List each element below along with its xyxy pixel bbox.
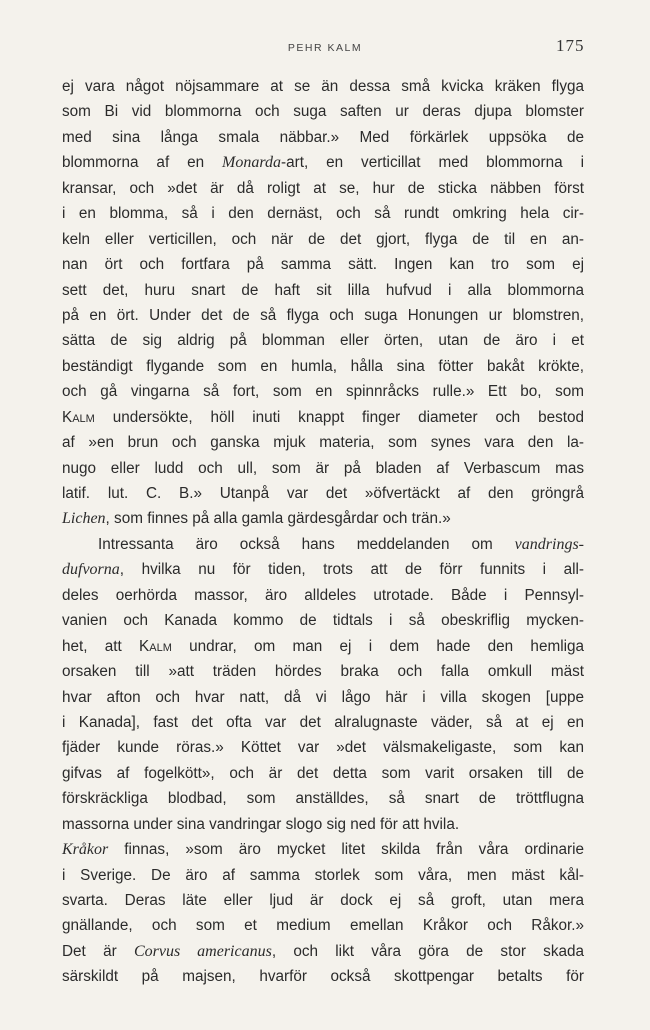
text-line [62,710,584,735]
text-segment: undrar, om man ej i dem hade den hemliga [171,637,585,655]
text-line [62,150,584,175]
text-segment: gifvas af fogelkött», och är det detta som varit orsaken till de [62,764,584,782]
text-segment: beständigt flygande som en humla, hålla sina fötter bakåt krökte, [62,357,584,375]
text-line [62,252,584,277]
text-segment: undersökte, höll inuti knappt finger diameter och bestod [94,408,584,426]
text-line [62,786,584,811]
text-line [62,176,584,201]
text-segment: i Kanada], fast det ofta var det alralugnaste väder, så at ej en [62,713,584,731]
small-caps-name: Kalm [139,637,172,655]
text-segment: Intressanta äro också hans meddelanden om [98,535,515,553]
text-line [62,888,584,913]
text-line [62,278,584,303]
text-segment: Det är [62,942,134,960]
text-line [62,735,584,760]
text-segment: kransar, och »det är då roligt at se, hur de sticka näbben först [62,179,584,197]
text-line [62,761,584,786]
text-segment: sett det, huru snart de haft sit lilla hufvud i alla blommorna [62,281,584,299]
text-segment: finnas, »som äro mycket litet skilda från våra ordinarie [108,841,584,859]
text-segment: ej vara något nöjsammare at se än dessa små kvicka kräken flyga [62,78,584,95]
text-line [62,354,584,379]
text-line [62,405,584,430]
text-line [62,506,584,531]
text-line [62,201,584,226]
text-segment: latif. lut. C. B.» Utanpå var det »öfvertäckt af den gröngrå [62,485,584,502]
text-segment: särskildt på majsen, hvarför också skottpengar betalts för [62,968,584,986]
text-segment: nugo eller ludd och ull, som är på bladen af Verbascum mas [62,459,584,477]
text-segment: massorna under sina vandringar slogo sig ned för att hvila. [62,815,460,833]
italic-term: vandrings- [514,535,584,553]
text-line [62,303,584,328]
text-line [62,634,584,659]
text-segment: och gå vingarna så fort, som en spinnråcks rulle.» Ett bo, som [62,383,584,401]
text-segment: , och likt våra göra de stor skada [271,942,584,960]
text-segment: gnällande, och som et medium emellan Kråkor och Råkor.» [62,917,584,935]
text-line [62,837,584,862]
text-segment: , som finnes på alla gamla gärdesgårdar och trän.» [105,510,451,528]
text-line [62,939,584,964]
text-line [62,685,584,710]
text-segment: i en blomma, så i den dernäst, och så rundt omkring hela cir- [62,205,584,223]
text-line [62,125,584,150]
text-line [62,863,584,888]
text-segment: som Bi vid blommorna och suga saften ur deras djupa blomster [62,103,584,121]
italic-term: Kråkor [62,841,109,859]
text-line [62,379,584,404]
text-segment: , hvilka nu för tiden, trots att de förr funnits i all- [119,561,584,579]
text-line [62,99,584,124]
text-segment: af »en brun och ganska mjuk materia, som synes vara den la- [62,434,584,452]
text-line [62,430,584,455]
text-line [62,583,584,608]
text-segment: fjäder kunde röras.» Köttet var »det välsmakeligaste, som kan [62,739,584,757]
text-line [62,481,584,506]
text-segment: nan ört och fortfara på samma sätt. Ingen kan tro som ej [62,256,584,274]
text-segment: i Sverige. De äro af samma storlek som våra, men mäst kål- [62,866,584,884]
text-line [62,227,584,252]
text-segment: keln eller verticillen, och när de det gjort, flyga de til en an- [62,230,584,248]
italic-term: Monarda [222,154,282,172]
text-segment: på en ört. Under det de så flyga och suga Honungen ur blomstren, [62,306,584,324]
text-line [62,557,584,582]
text-line [62,608,584,633]
italic-term: Lichen [62,510,106,528]
text-line [62,328,584,353]
text-segment: -art, en verticillat med blommorna i [281,154,584,172]
text-segment: blommorna af en [62,154,223,172]
text-segment: hvar afton och hvar natt, då vi lågo här i villa skogen [uppe [62,688,584,706]
text-line [62,74,584,99]
small-caps-name: Kalm [62,408,95,426]
text-segment: orsaken till »att träden hördes braka och falla omkull mäst [62,663,584,681]
text-segment: het, att [62,637,140,655]
italic-term: Corvus americanus [133,942,272,960]
text-segment: sätta de sig aldrig på blomman eller örten, utan de äro i et [62,332,584,350]
text-segment: deles oerhörda massor, äro alldeles utrotade. Både i Pennsyl- [62,586,584,604]
text-line [62,659,584,684]
text-segment: förskräckliga blodbad, som anställdes, så snart de tröttflugna [62,790,584,808]
page-number: 175 [556,36,585,55]
text-line [62,812,584,837]
body-text [62,74,584,990]
text-segment: vanien och Kanada kommo de tidtals i så obeskriflig mycken- [62,612,584,630]
text-line [62,913,584,938]
text-line [62,532,584,557]
italic-term: dufvorna [62,561,120,579]
text-line [62,964,584,989]
text-line [62,456,584,481]
running-head: PEHR KALM [287,42,363,54]
text-segment: svarta. Deras läte eller ljud är dock ej så groft, utan mera [62,892,584,909]
text-segment: med sina långa smala näbbar.» Med förkärlek uppsöka de [62,128,584,146]
